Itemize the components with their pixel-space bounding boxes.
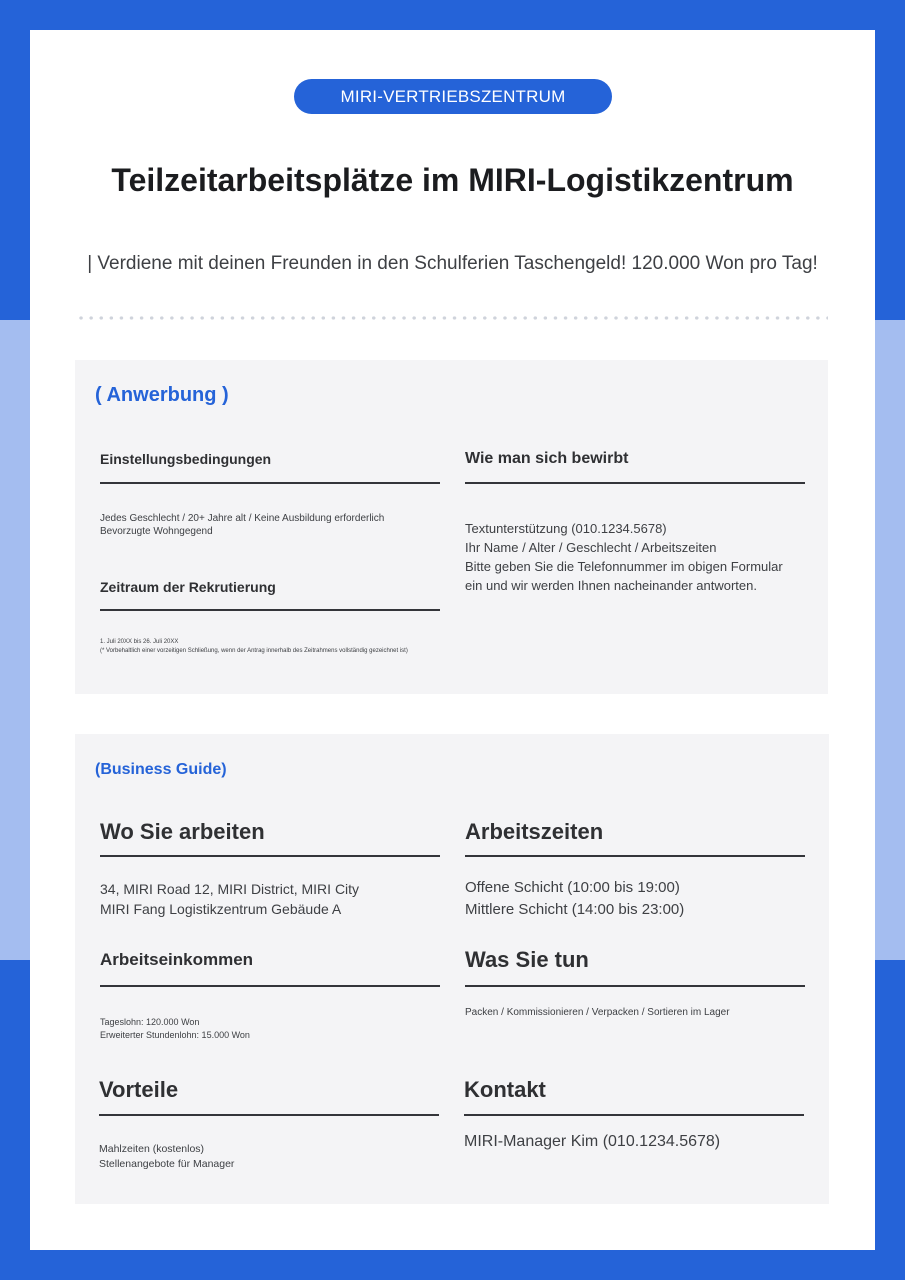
- tasks-title: Was Sie tun: [465, 947, 589, 972]
- where-rule: [100, 855, 440, 857]
- apply-title: Wie man sich bewirbt: [465, 450, 629, 467]
- recruitment-section: [75, 360, 828, 694]
- period-rule: [100, 609, 440, 611]
- tasks-rule: [465, 985, 805, 987]
- apply-rule: [465, 482, 805, 484]
- guide-heading: (Business Guide): [95, 761, 227, 778]
- apply-text: Textunterstützung (010.1234.5678) Ihr Name / Alter / Geschlecht / Arbeitszeiten Bitte geben Sie die Telefonnummer im obigen Formular ein und wir werden Ihnen nacheinander antworten.: [465, 521, 783, 593]
- income-rule: [100, 985, 440, 987]
- contact-text: MIRI-Manager Kim (010.1234.5678): [464, 1133, 721, 1150]
- hours-text: Offene Schicht (10:00 bis 19:00) Mittlere Schicht (14:00 bis 23:00): [465, 879, 685, 918]
- income-text: Tageslohn: 120.000 Won Erweiterter Stundenlohn: 15.000 Won: [100, 1017, 250, 1040]
- subtitle: | Verdiene mit deinen Freunden in den Schulferien Taschengeld! 120.000 Won pro Tag!: [87, 253, 818, 274]
- contact-rule: [464, 1114, 804, 1116]
- conditions-rule: [100, 482, 440, 484]
- period-text: 1. Juli 20XX bis 26. Juli 20XX (* Vorbehaltlich einer vorzeitigen Schließung, wenn der Antrag innerhalb des Zeitrahmens vollständig gezeichnet ist): [100, 639, 408, 654]
- benefits-text: Mahlzeiten (kostenlos) Stellenangebote für Manager: [99, 1143, 235, 1170]
- hours-title: Arbeitszeiten: [465, 819, 604, 844]
- period-title: Zeitraum der Rekrutierung: [100, 579, 276, 595]
- poster-sheet: [30, 30, 875, 1250]
- page-title: Teilzeitarbeitsplätze im MIRI-Logistikzentrum: [111, 162, 794, 198]
- tasks-text: Packen / Kommissionieren / Verpacken / Sortieren im Lager: [465, 1007, 730, 1018]
- header-badge: MIRI-VERTRIEBSZENTRUM: [294, 79, 612, 114]
- benefits-rule: [99, 1114, 439, 1116]
- business-guide-section: [75, 734, 829, 1204]
- recruitment-heading: ( Anwerbung ): [95, 384, 229, 406]
- hours-rule: [465, 855, 805, 857]
- where-title: Wo Sie arbeiten: [100, 819, 265, 844]
- where-text: 34, MIRI Road 12, MIRI District, MIRI City MIRI Fang Logistikzentrum Gebäude A: [100, 881, 360, 917]
- dotted-divider: [76, 316, 828, 320]
- conditions-text: Jedes Geschlecht / 20+ Jahre alt / Keine Ausbildung erforderlich Bevorzugte Wohngegend: [100, 513, 385, 537]
- conditions-title: Einstellungsbedingungen: [100, 451, 272, 467]
- contact-title: Kontakt: [464, 1077, 546, 1102]
- benefits-title: Vorteile: [99, 1077, 179, 1102]
- income-title: Arbeitseinkommen: [100, 950, 254, 969]
